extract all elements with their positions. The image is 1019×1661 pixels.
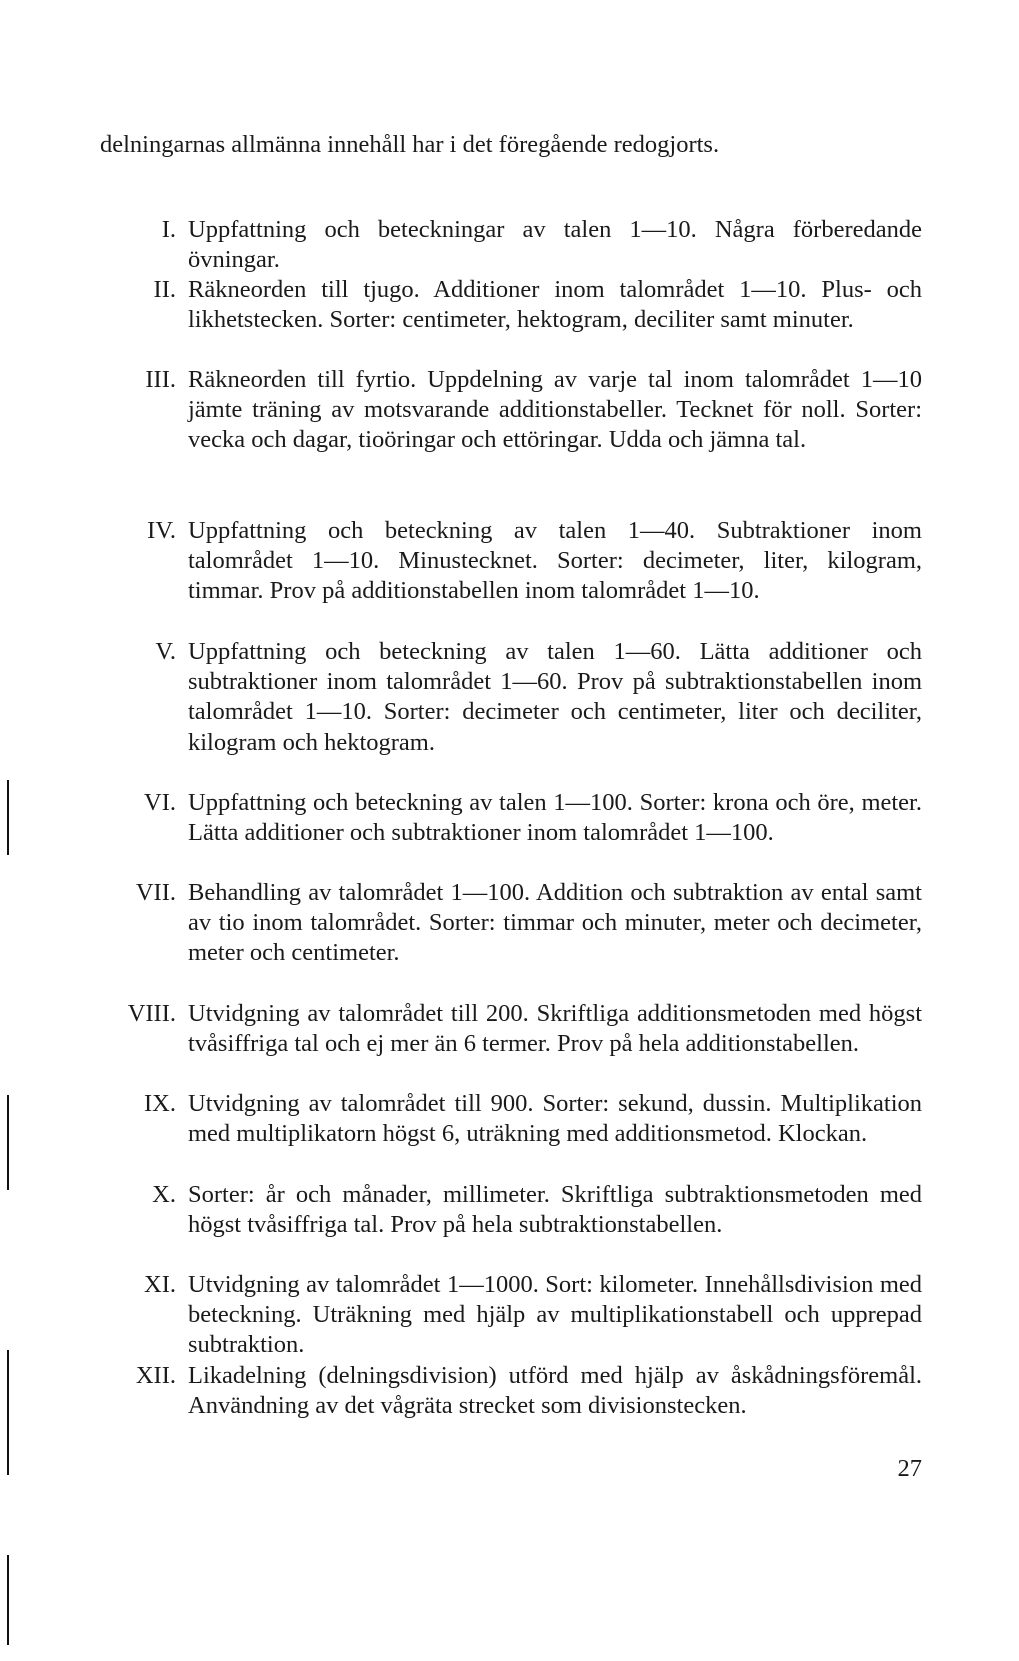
list-item	[90, 365, 922, 516]
item-number: XII.	[135, 1362, 176, 1389]
item-number: IV.	[147, 517, 176, 544]
item-number: VII.	[135, 879, 176, 906]
page-number: 27	[897, 1455, 922, 1482]
scan-edge-line	[7, 1350, 9, 1475]
item-text: Utvidgning av talområdet till 900. Sorter: sekund, dussin. Multiplikation med multiplikatorn högst 6, uträkning med additionsmetod. Klockan.	[188, 1090, 922, 1148]
list-item	[90, 1361, 922, 1451]
item-text: Räkneorden till tjugo. Additioner inom talområdet 1—10. Plus- och likhetstecken. Sorter: centimeter, hektogram, deciliter samt minuter.	[188, 276, 922, 334]
intro-paragraph: delningarnas allmänna innehåll har i det föregående redogjorts.	[100, 131, 720, 158]
item-number: V.	[155, 638, 176, 665]
item-text: Sorter: år och månader, millimeter. Skriftliga subtraktionsmetoden med högst tvåsiffriga tal. Prov på hela subtraktionstabellen.	[188, 1181, 922, 1239]
list-item	[90, 788, 922, 878]
scan-edge-line	[7, 780, 9, 855]
scan-edge-line	[7, 1095, 9, 1190]
item-number: III.	[145, 366, 176, 393]
list-item	[90, 1089, 922, 1180]
item-number: IX.	[144, 1090, 176, 1117]
item-text: Behandling av talområdet 1—100. Addition och subtraktion av ental samt av tio inom talområdet. Sorter: timmar och minuter, meter och decimeter, meter och centimeter.	[188, 879, 922, 967]
item-number: I.	[161, 216, 176, 243]
item-text: Uppfattning och beteckningar av talen 1—10. Några förberedande övningar.	[188, 216, 922, 274]
item-text: Utvidgning av talområdet 1—1000. Sort: kilometer. Innehållsdivision med beteckning. Uträkning med hjälp av multiplikationstabell och upprepad subtraktion.	[188, 1271, 922, 1359]
item-number: XI.	[144, 1271, 176, 1298]
list-item	[90, 878, 922, 999]
curriculum-list	[90, 215, 922, 1451]
item-number: X.	[152, 1181, 176, 1208]
list-item	[90, 1180, 922, 1270]
list-item	[90, 637, 922, 788]
item-number: VIII.	[127, 1000, 176, 1027]
item-number: VI.	[144, 789, 176, 816]
scan-edge-line	[7, 1555, 9, 1645]
list-item	[90, 999, 922, 1089]
item-text: Räkneorden till fyrtio. Uppdelning av varje tal inom talområdet 1—10 jämte träning av motsvarande additionstabeller. Tecknet för noll. Sorter: vecka och dagar, tioöringar och ettöringar. Udda och jämna tal.	[188, 366, 922, 454]
list-item	[90, 275, 922, 365]
list-item	[90, 215, 922, 275]
list-item	[90, 516, 922, 637]
item-text: Utvidgning av talområdet till 200. Skriftliga additionsmetoden med högst tvåsiffriga tal och ej mer än 6 termer. Prov på hela additionstabellen.	[188, 1000, 922, 1058]
item-text: Likadelning (delningsdivision) utförd med hjälp av åskådningsföremål. Användning av det vågräta strecket som divisionstecken.	[188, 1362, 922, 1420]
item-text: Uppfattning och beteckning av talen 1—40. Subtraktioner inom talområdet 1—10. Minustecknet. Sorter: decimeter, liter, kilogram, timmar. Prov på additionstabellen inom talområdet 1—10.	[188, 517, 922, 605]
item-text: Uppfattning och beteckning av talen 1—60. Lätta additioner och subtraktioner inom talområdet 1—60. Prov på subtraktionstabellen inom talområdet 1—10. Sorter: decimeter och centimeter, liter och deciliter, kilogram och hektogram.	[188, 638, 922, 756]
list-item	[90, 1270, 922, 1361]
item-number: II.	[153, 276, 176, 303]
item-text: Uppfattning och beteckning av talen 1—100. Sorter: krona och öre, meter. Lätta additioner och subtraktioner inom talområdet 1—100.	[188, 789, 922, 847]
